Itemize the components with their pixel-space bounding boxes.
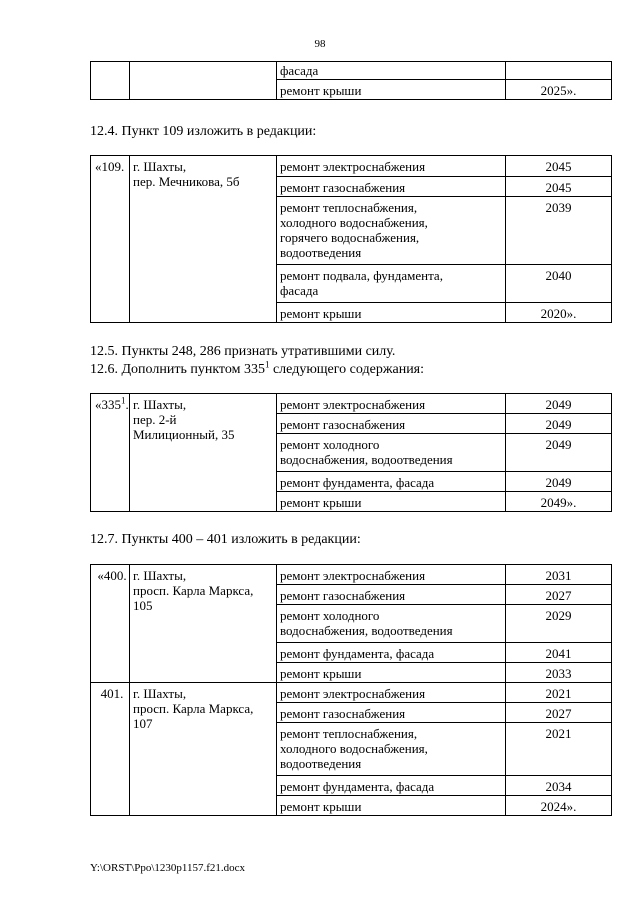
item-number-dot: .: [125, 397, 129, 412]
work-cell: ремонт газоснабжения: [277, 703, 506, 723]
year-cell: 2041: [506, 643, 612, 663]
table-item-335-1: [90, 393, 612, 512]
year-cell: 2045: [506, 177, 612, 197]
work-cell: ремонт крыши: [277, 796, 506, 816]
work-cell: ремонт электроснабжения: [277, 156, 506, 177]
year-cell: 2024».: [506, 796, 612, 816]
year-cell: 2033: [506, 663, 612, 683]
year-cell: 2027: [506, 703, 612, 723]
year-cell: 2049: [506, 434, 612, 472]
table-row: [91, 683, 612, 703]
superscript: 1: [264, 359, 270, 370]
table-row: [91, 394, 612, 414]
year-cell: 2049: [506, 414, 612, 434]
item-number-cell: [91, 62, 130, 100]
year-cell: 2020».: [506, 303, 612, 323]
work-cell: ремонт теплоснабжения, холодного водоснабжения, горячего водоснабжения, водоотведения: [277, 197, 506, 265]
work-cell: ремонт электроснабжения: [277, 565, 506, 585]
work-cell: ремонт крыши: [277, 663, 506, 683]
paragraph-12-5: 12.5. Пункты 248, 286 признать утратившими силу.: [90, 344, 396, 359]
work-cell: ремонт холодного водоснабжения, водоотведения: [277, 434, 506, 472]
work-cell: ремонт газоснабжения: [277, 414, 506, 434]
table-items-400-401: [90, 564, 612, 816]
item-number-cell: «400.: [91, 565, 130, 683]
table-row: [91, 62, 612, 80]
file-path-footer: Y:\ORST\Ppo\1230p1157.f21.docx: [90, 862, 246, 874]
item-number-cell: 401.: [91, 683, 130, 816]
work-cell: ремонт крыши: [277, 303, 506, 323]
year-cell: 2049: [506, 394, 612, 414]
table-row: [91, 565, 612, 585]
paragraph-12-7: 12.7. Пункты 400 – 401 изложить в редакции:: [90, 532, 361, 547]
address-cell: г. Шахты, пер. Мечникова, 5б: [130, 156, 277, 323]
work-cell: ремонт фундамента, фасада: [277, 643, 506, 663]
paragraph-12-6: [90, 359, 425, 378]
work-cell: ремонт крыши: [277, 80, 506, 100]
work-cell: фасада: [277, 62, 506, 80]
superscript: 1: [121, 395, 126, 406]
work-cell: ремонт электроснабжения: [277, 683, 506, 703]
table-row: [91, 156, 612, 177]
year-cell: 2049».: [506, 492, 612, 512]
year-cell: 2045: [506, 156, 612, 177]
work-cell: ремонт теплоснабжения, холодного водоснабжения, водоотведения: [277, 723, 506, 776]
year-cell: 2025».: [506, 80, 612, 100]
work-cell: ремонт подвала, фундамента, фасада: [277, 265, 506, 303]
paragraph-text: следующего содержания:: [269, 362, 425, 377]
work-cell: ремонт крыши: [277, 492, 506, 512]
year-cell: 2034: [506, 776, 612, 796]
paragraph-12-4: 12.4. Пункт 109 изложить в редакции:: [90, 124, 317, 139]
year-cell: [506, 62, 612, 80]
year-cell: 2029: [506, 605, 612, 643]
year-cell: 2021: [506, 723, 612, 776]
page-number: 98: [314, 38, 326, 50]
paragraph-text: 12.6. Дополнить пунктом 335: [90, 362, 265, 377]
address-cell: г. Шахты, просп. Карла Маркса, 107: [130, 683, 277, 816]
item-number: «335: [95, 397, 121, 412]
table-item-109: [90, 155, 612, 323]
work-cell: ремонт газоснабжения: [277, 585, 506, 605]
year-cell: 2049: [506, 472, 612, 492]
work-cell: ремонт электроснабжения: [277, 394, 506, 414]
address-cell: [130, 62, 277, 100]
year-cell: 2031: [506, 565, 612, 585]
work-cell: ремонт фундамента, фасада: [277, 776, 506, 796]
work-cell: ремонт газоснабжения: [277, 177, 506, 197]
address-cell: г. Шахты, пер. 2-й Милиционный, 35: [130, 394, 277, 512]
work-cell: ремонт холодного водоснабжения, водоотведения: [277, 605, 506, 643]
year-cell: 2027: [506, 585, 612, 605]
item-number-cell: «109.: [91, 156, 130, 323]
work-cell: ремонт фундамента, фасада: [277, 472, 506, 492]
year-cell: 2039: [506, 197, 612, 265]
year-cell: 2021: [506, 683, 612, 703]
item-number-cell: [91, 394, 130, 512]
address-cell: г. Шахты, просп. Карла Маркса, 105: [130, 565, 277, 683]
table-continuation: [90, 61, 612, 100]
year-cell: 2040: [506, 265, 612, 303]
